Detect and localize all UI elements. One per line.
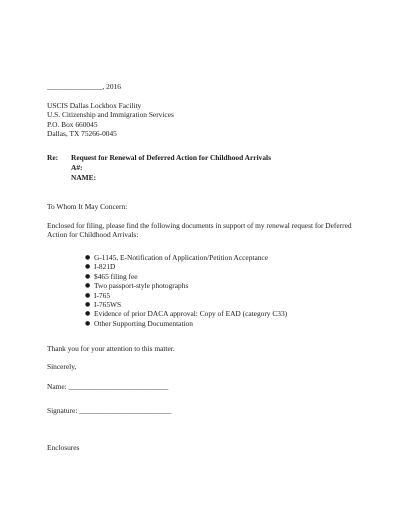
thanks-line: Thank you for your attention to this matter. xyxy=(47,344,175,353)
bullet-icon: ● xyxy=(85,319,91,327)
bullet-icon: ● xyxy=(85,300,91,308)
bullet-icon: ● xyxy=(85,282,91,290)
list-item: ● $465 filing fee xyxy=(85,271,138,281)
name-field: Name: ___________________________ xyxy=(47,382,169,391)
list-item: ● G-1145, E-Notification of Application/Petition Acceptance xyxy=(85,253,268,262)
name-label: NAME: xyxy=(71,173,97,182)
re-subject: Request for Renewal of Deferred Action for Childhood Arrivals xyxy=(71,153,271,162)
list-item: ● Other Supporting Documentation xyxy=(85,318,193,328)
bullet-icon: ● xyxy=(85,291,91,299)
letter-page xyxy=(47,0,367,518)
bullet-icon: ● xyxy=(85,310,91,318)
address-line: P.O. Box 660045 xyxy=(47,119,98,129)
bullet-icon: ● xyxy=(85,263,91,271)
a-number-label: A#: xyxy=(71,163,83,172)
document-list xyxy=(85,253,287,328)
list-item: ● Two passport-style photographs xyxy=(85,281,189,291)
address-line: U.S. Citizenship and Immigration Services xyxy=(47,110,174,120)
salutation: To Whom It May Concern: xyxy=(47,202,128,211)
bullet-icon: ● xyxy=(85,272,91,280)
intro-paragraph: Enclosed for filing, please find the following documents in support of my renewal request for Deferred Action for Childhood Arrivals: xyxy=(47,221,352,240)
date-line: _______________, 2016 xyxy=(47,82,121,91)
address-line: Dallas, TX 75266-0045 xyxy=(47,129,117,139)
re-label: Re: xyxy=(47,153,59,162)
enclosures-label: Enclosures xyxy=(47,443,80,452)
signature-field: Signature: _________________________ xyxy=(47,406,172,415)
list-item: ● Evidence of prior DACA approval: Copy of EAD (category C33) xyxy=(85,309,288,319)
bullet-icon: ● xyxy=(85,254,91,261)
list-item: ● I-765WS xyxy=(85,299,122,309)
closing: Sincerely, xyxy=(47,362,77,371)
list-item: ● I-821D xyxy=(85,262,116,272)
recipient-address xyxy=(47,101,174,139)
address-line: USCIS Dallas Lockbox Facility xyxy=(47,101,142,110)
list-item: ● I-765 xyxy=(85,290,111,300)
